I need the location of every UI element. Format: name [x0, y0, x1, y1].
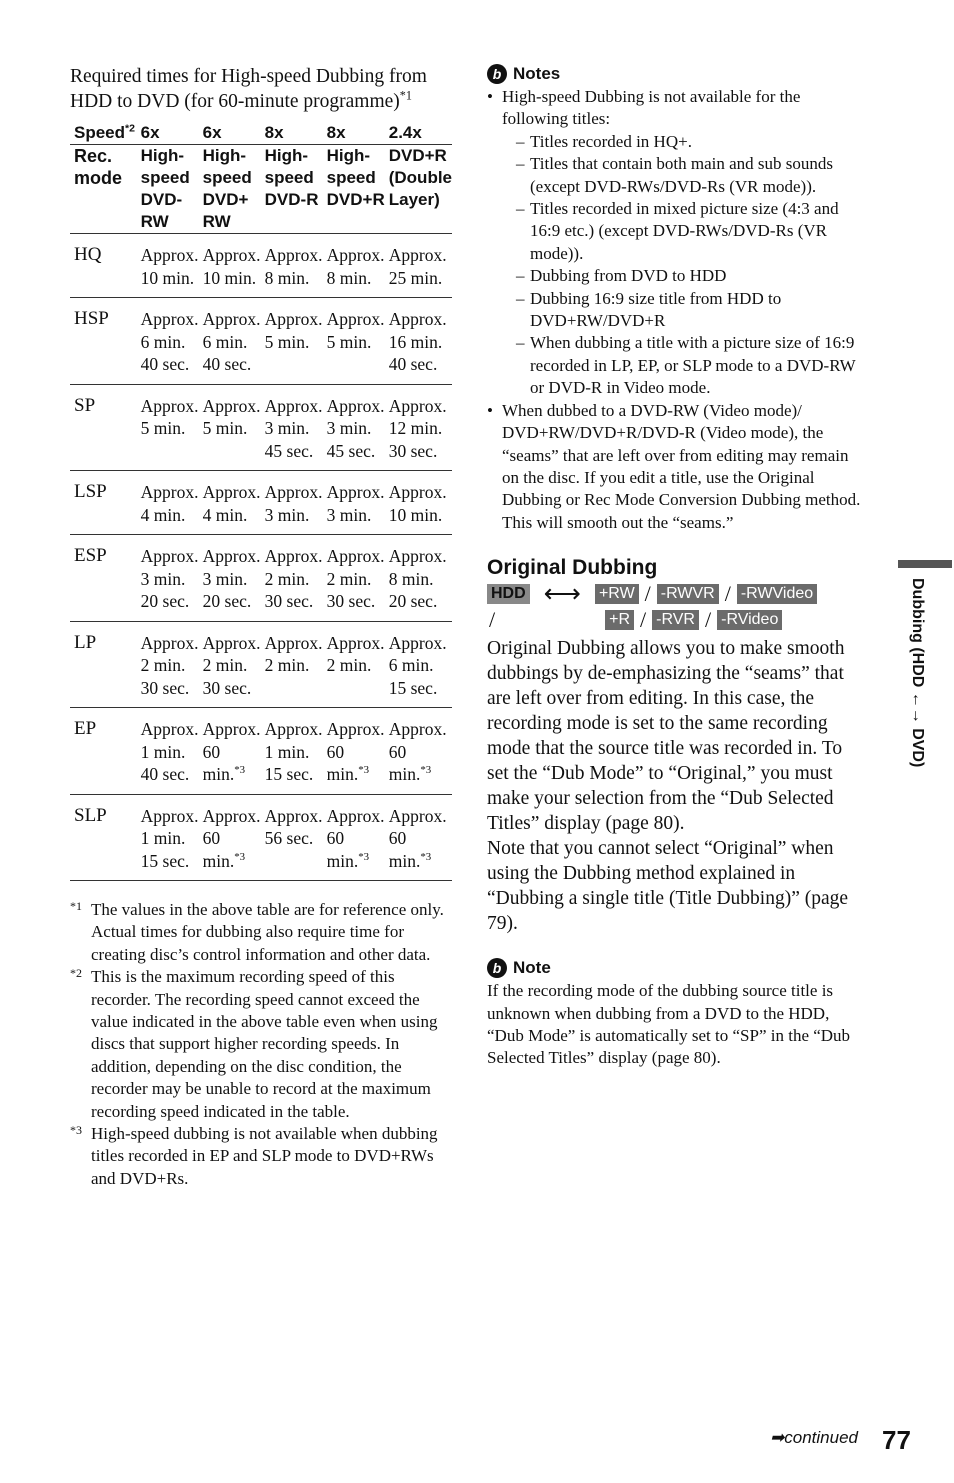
plus-rw-badge: +RW [595, 584, 639, 604]
table-cell: Approx. 2 min. 30 sec. [265, 535, 327, 622]
list-item: – Titles that contain both main and sub sounds (except DVD-RWs/DVD-Rs (VR mode)). [502, 153, 867, 198]
table-cell: Approx. 60 min.$^{*3}$ [327, 708, 389, 795]
row-mode: SLP [70, 794, 141, 881]
table-row [70, 708, 452, 795]
rw-video-badge: -RWVideo [737, 584, 817, 604]
paragraph: Original Dubbing allows you to make smooth dubbings by de-emphasizing the “seams” that are left over from editing. In this case, the recording mode is set to the same recording mode that the source title was recorded in. To set the “Dub Mode” to “Original,” you must make your selection from the “Dub Selected Titles” display (page 80). [487, 638, 845, 835]
table-body [70, 234, 452, 881]
media-cell: High-speed DVD+ RW [203, 145, 265, 234]
row-mode: LP [70, 621, 141, 708]
table-cell: Approx. 5 min. [327, 298, 389, 385]
footnote: *2 This is the maximum recording speed of this recorder. The recording speed cannot exceed the value indicated in the above table even when using discs that support higher recording speeds. In addition, depending on the disc condition, the recorder may be unable to record at the maximum recording speed indicated in the table. [70, 966, 438, 1121]
table-cell: Approx. 1 min. 15 sec. [141, 794, 203, 881]
speed-row [70, 122, 452, 145]
table-cell: Approx. 4 min. [203, 471, 265, 535]
notes-list [487, 86, 867, 534]
list-item: – Dubbing from DVD to HDD [502, 265, 867, 287]
r-vr-badge: -RVR [652, 610, 699, 630]
table-cell: Approx. 3 min. 20 sec. [141, 535, 203, 622]
media-badges: HDD ⟷ +RW / -RWVR / -RWVideo / +R / -RVR / -RVideo [487, 584, 827, 630]
list-item: – Titles recorded in mixed picture size (4:3 and 16:9 etc.) (except DVD-RWs/DVD-Rs (VR mode)). [502, 198, 867, 265]
table-cell: Approx. 2 min. 30 sec. [141, 621, 203, 708]
table-cell: Approx. 6 min. 15 sec. [389, 621, 452, 708]
table-cell: Approx. 60 min.$^{*3}$ [203, 708, 265, 795]
table-cell: Approx. 3 min. [327, 471, 389, 535]
table-cell: Approx. 5 min. [203, 384, 265, 471]
table-cell: Approx. 1 min. 15 sec. [265, 708, 327, 795]
table-row [70, 384, 452, 471]
list-item: – Dubbing 16:9 size title from HDD to DVD+RW/DVD+R [502, 288, 867, 333]
table-cell: Approx. 60 min.$^{*3}$ [203, 794, 265, 881]
table-row [70, 471, 452, 535]
double-arrow-icon: ⟷ [543, 579, 581, 609]
section-heading: Original Dubbing [487, 556, 658, 580]
row-mode: LSP [70, 471, 141, 535]
table-cell: Approx. 8 min. [265, 234, 327, 298]
table-cell: Approx. 10 min. [389, 471, 452, 535]
table-cell: Approx. 5 min. [141, 384, 203, 471]
table-cell: Approx. 60 min.$^{*3}$ [389, 708, 452, 795]
chapter-tab [898, 560, 952, 568]
footnote: *1 The values in the above table are for reference only. Actual times for dubbing also require time for creating disc’s control information and other data. [70, 899, 444, 964]
table-cell: Approx. 2 min. [265, 621, 327, 708]
table-cell: Approx. 3 min. 45 sec. [265, 384, 327, 471]
media-cell: High-speed DVD+R [327, 145, 389, 234]
speed-cell: 6x [141, 122, 203, 145]
table-cell: Approx. 56 sec. [265, 794, 327, 881]
note-text: If the recording mode of the dubbing source title is unknown when dubbing from a DVD to the HDD, “Dub Mode” is automatically set to “SP” in the “Dub Selected Titles” display (page 80). [487, 981, 851, 1068]
rw-vr-badge: -RWVR [657, 584, 719, 604]
chapter-side-label: Dubbing (HDD ←→ DVD) [909, 578, 926, 768]
table-cell: Approx. 2 min. [327, 621, 389, 708]
right-column [487, 64, 867, 1070]
table-cell: Approx. 6 min. 40 sec. [203, 298, 265, 385]
list-item: – When dubbing a title with a picture size of 16:9 recorded in LP, EP, or SLP mode to a DVD-RW or DVD-R in Video mode. [502, 332, 867, 399]
arrow-right-icon: ➡ [770, 1428, 785, 1447]
media-cell: High-speed DVD-R [265, 145, 327, 234]
speed-label: Speed$^{*2}$ [70, 122, 141, 145]
table-row [70, 621, 452, 708]
hdd-badge: HDD [487, 584, 530, 604]
r-video-badge: -RVideo [717, 610, 782, 630]
table-cell: Approx. 60 min.$^{*3}$ [389, 794, 452, 881]
list-item: • High-speed Dubbing is not available for the following titles: – Titles recorded in HQ+. – Titles that contain both main and sub sounds (except DVD-RWs/DVD-Rs (VR mode)). – Titles recorded in mixed picture size (4:3 and 16:9 etc.) (except DVD-RWs/DVD-Rs (VR mode)). – Dubbing from DVD to HDD – Dubbing 16:9 size title from HDD to DVD+RW/DVD+R – When dubbing a title with a picture size of 16:9 recorded in LP, EP, or SLP mode to a DVD-RW or DVD-R in Video mode. [487, 86, 867, 400]
table-cell: Approx. 10 min. [203, 234, 265, 298]
media-cell: High-speed DVD-RW [141, 145, 203, 234]
speed-cell: 8x [327, 122, 389, 145]
row-mode: SP [70, 384, 141, 471]
table-row [70, 794, 452, 881]
left-column [70, 64, 452, 1190]
table-cell: Approx. 4 min. [141, 471, 203, 535]
table-cell: Approx. 8 min. [327, 234, 389, 298]
plus-r-badge: +R [605, 610, 634, 630]
table-cell: Approx. 12 min. 30 sec. [389, 384, 452, 471]
media-cell: DVD+R (Double Layer) [389, 145, 452, 234]
table-cell: Approx. 3 min. 20 sec. [203, 535, 265, 622]
table-cell: Approx. 25 min. [389, 234, 452, 298]
table-cell: Approx. 3 min. [265, 471, 327, 535]
table-cell: Approx. 10 min. [141, 234, 203, 298]
note-icon: b [487, 64, 507, 84]
recmode-label: Rec. mode [70, 145, 141, 234]
paragraph: Note that you cannot select “Original” when using the Dubbing method explained in “Dubbing a single title (Title Dubbing)” (page 79). [487, 838, 849, 935]
table-cell: Approx. 5 min. [265, 298, 327, 385]
list-item: – Titles recorded in HQ+. [502, 131, 867, 153]
table-cell: Approx. 2 min. 30 sec. [327, 535, 389, 622]
media-row [70, 145, 452, 234]
speed-cell: 2.4x [389, 122, 452, 145]
table-cell: Approx. 1 min. 40 sec. [141, 708, 203, 795]
table-row [70, 535, 452, 622]
speed-cell: 6x [203, 122, 265, 145]
note-block [487, 958, 867, 1070]
dubbing-time-table [70, 122, 452, 881]
table-row [70, 234, 452, 298]
table-cell: Approx. 3 min. 45 sec. [327, 384, 389, 471]
footnote: *3 High-speed dubbing is not available when dubbing titles recorded in EP and SLP mode to DVD+RWs and DVD+Rs. [70, 1123, 438, 1188]
continued-label: ➡continued [770, 1428, 858, 1447]
table-row [70, 298, 452, 385]
list-item: • When dubbed to a DVD-RW (Video mode)/ DVD+RW/DVD+R/DVD-R (Video mode), the “seams” that are left over from editing may remain on the disc. If you edit a title, use the Original Dubbing or Rec Mode Conversion Dubbing method. This will smooth out the “seams.” [487, 400, 867, 534]
notes-heading: b Notes [487, 64, 867, 84]
table-cell: Approx. 16 min. 40 sec. [389, 298, 452, 385]
note-heading: b Note [487, 958, 867, 978]
table-cell: Approx. 8 min. 20 sec. [389, 535, 452, 622]
page-number: 77 [882, 1425, 911, 1455]
note-icon: b [487, 958, 507, 978]
table-cell: Approx. 6 min. 40 sec. [141, 298, 203, 385]
footnotes [70, 899, 452, 1190]
table-caption: Required times for High-speed Dubbing from HDD to DVD (for 60-minute programme)$^{*1}$ [70, 66, 427, 112]
row-mode: HSP [70, 298, 141, 385]
row-mode: EP [70, 708, 141, 795]
table-cell: Approx. 60 min.$^{*3}$ [327, 794, 389, 881]
speed-cell: 8x [265, 122, 327, 145]
row-mode: HQ [70, 234, 141, 298]
table-cell: Approx. 2 min. 30 sec. [203, 621, 265, 708]
row-mode: ESP [70, 535, 141, 622]
